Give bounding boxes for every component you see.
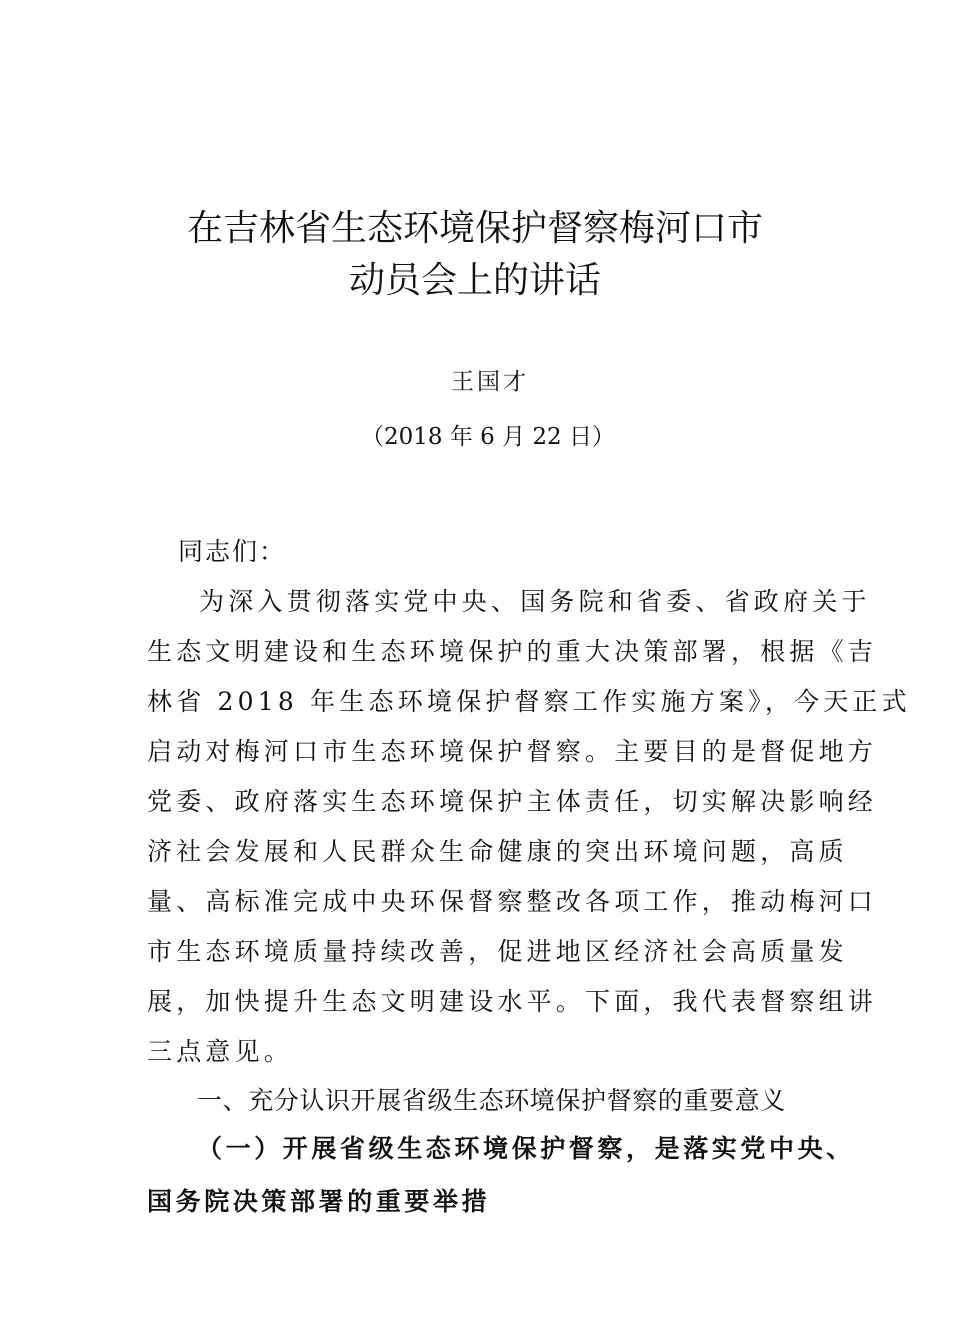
paragraph-1: [147, 577, 911, 1077]
paragraph-line: 展，加快提升生态文明建设水平。下面，我代表督察组讲: [147, 987, 878, 1016]
document-title-line-1: 在吉林省生态环境保护督察梅河口市: [186, 208, 763, 249]
paragraph-line: 量、高标准完成中央环保督察整改各项工作，推动梅河口: [147, 887, 878, 916]
paragraph-line: 启动对梅河口市生态环境保护督察。主要目的是督促地方: [147, 737, 878, 766]
speech-date: （2018 年 6 月 22 日）: [361, 424, 615, 450]
subsection-heading-1: [147, 1122, 855, 1228]
document-title-line-2: 动员会上的讲话: [348, 260, 601, 301]
paragraph-line: 为深入贯彻落实党中央、国务院和省委、省政府关于: [199, 587, 871, 616]
author-name: 王国才: [451, 369, 529, 395]
paragraph-line: 林省 2018 年生态环境保护督察工作实施方案》，今天正式: [147, 687, 911, 716]
paragraph-line: 市生态环境质量持续改善，促进地区经济社会高质量发: [147, 937, 848, 966]
paragraph-line: 三点意见。: [147, 1037, 294, 1066]
subsection-heading-line: 国务院决策部署的重要举措: [147, 1187, 491, 1216]
paragraph-line: 党委、政府落实生态环境保护主体责任，切实解决影响经: [147, 787, 878, 816]
subsection-heading-line: （一）开展省级生态环境保护督察，是落实党中央、: [197, 1134, 855, 1163]
paragraph-line: 济社会发展和人民群众生命健康的突出环境问题，高质: [147, 837, 848, 866]
paragraph-line: 生态文明建设和生态环境保护的重大决策部署，根据《吉: [147, 637, 878, 666]
section-heading-1: 一、充分认识开展省级生态环境保护督察的重要意义: [197, 1086, 786, 1115]
salutation: 同志们：: [178, 537, 287, 566]
